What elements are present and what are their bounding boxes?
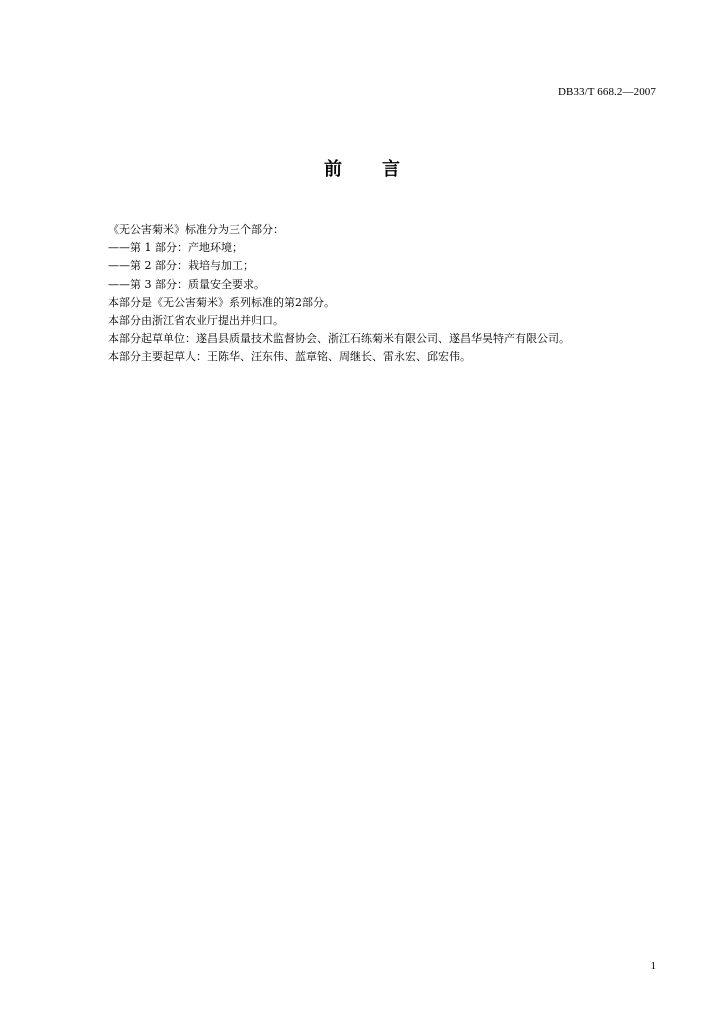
title-char-2: 言 [382,159,400,180]
paragraph-parts-intro: 《无公害菊米》标准分为三个部分： [108,223,284,236]
page-number: 1 [650,960,656,972]
title-char-1: 前 [324,159,342,180]
paragraph-part-2: ——第 2 部分：栽培与加工； [108,259,254,273]
paragraph-this-part: 本部分是《无公害菊米》系列标准的第2部分。 [108,295,335,309]
paragraph-proposer: 本部分由浙江省农业厅提出并归口。 [108,313,284,327]
paragraph-drafting-units: 本部分起草单位：遂昌县质量技术监督协会、浙江石练菊米有限公司、遂昌华昊特产有限公司。 [108,332,570,346]
standard-code: DB33/T 668.2—2007 [557,86,656,98]
paragraph-part-3: ——第 3 部分：质量安全要求。 [108,277,265,291]
page-title [0,155,724,181]
paragraph-part-1: ——第 1 部分：产地环境； [108,241,243,255]
paragraph-drafters: 本部分主要起草人：王陈华、汪东伟、蓝章铭、周继长、雷永宏、邱宏伟。 [108,350,471,364]
foreword-body [108,221,668,367]
